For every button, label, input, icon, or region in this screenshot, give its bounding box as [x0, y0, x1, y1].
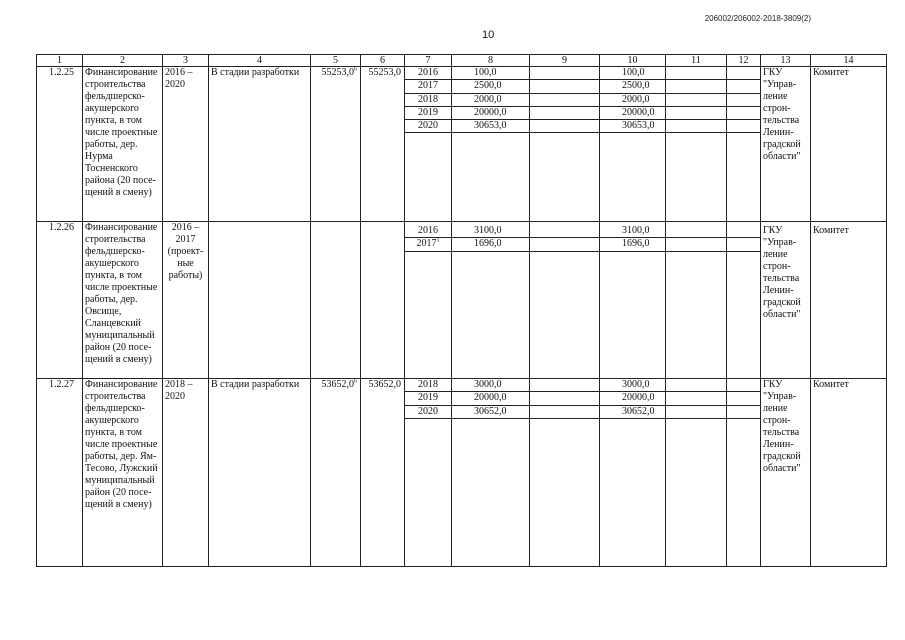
regional-amount: 30653,0 — [600, 120, 666, 133]
other-amount — [727, 222, 761, 238]
total-amount: 2500,0 — [452, 80, 530, 93]
object-name: Финансирование строительства фельдшерско-акушерского пункта, в том числе проектные работы, дер. Нурма Тосненского района (20 посе-щений в смену) — [83, 67, 163, 222]
other-amount — [727, 93, 761, 106]
year-cell: 2018 — [405, 93, 452, 106]
table-row — [37, 379, 887, 392]
federal-amount — [530, 67, 600, 80]
header-row — [37, 55, 887, 67]
period: 2018 – 2020 — [163, 379, 209, 567]
program-table — [36, 54, 887, 567]
regional-amount: 3000,0 — [600, 379, 666, 392]
total-amount: 3100,0 — [452, 222, 530, 238]
row-id: 1.2.27 — [37, 379, 83, 567]
year-value: 2017 — [416, 238, 437, 250]
local-amount — [666, 238, 727, 251]
year-cell: 2019 — [405, 392, 452, 405]
column-header: 13 — [761, 55, 811, 67]
footnote-mark: 6 — [354, 378, 357, 385]
row-id: 1.2.26 — [37, 222, 83, 379]
row-id: 1.2.25 — [37, 67, 83, 222]
column-header: 5 — [311, 55, 361, 67]
year-cell: 2017 — [405, 80, 452, 93]
column-header: 11 — [666, 55, 727, 67]
total-amount: 30653,0 — [452, 120, 530, 133]
column-header: 9 — [530, 55, 600, 67]
federal-amount — [530, 238, 600, 251]
period: 2016 – 2017 (проект-ные работы) — [163, 222, 209, 379]
local-amount — [666, 222, 727, 238]
total-amount: 2000,0 — [452, 93, 530, 106]
other-amount — [727, 106, 761, 119]
other-amount — [727, 238, 761, 251]
column-header: 12 — [727, 55, 761, 67]
estimated-cost — [311, 67, 361, 222]
regional-amount: 20000,0 — [600, 392, 666, 405]
federal-amount — [530, 405, 600, 418]
year-cell: 2016 — [405, 67, 452, 80]
federal-amount — [530, 80, 600, 93]
total-amount: 1696,0 — [452, 238, 530, 251]
column-header: 8 — [452, 55, 530, 67]
object-name: Финансирование строительства фельдшерско-акушерского пункта, в том числе проектные работы, дер. Ям-Тесово, Лужский муниципальный район (20 посе-щений в смену) — [83, 379, 163, 567]
committee: Комитет — [811, 222, 887, 379]
federal-amount — [530, 379, 600, 392]
column-header: 14 — [811, 55, 887, 67]
remaining-cost — [361, 222, 405, 379]
other-amount — [727, 80, 761, 93]
regional-amount: 30652,0 — [600, 405, 666, 418]
object-name: Финансирование строительства фельдшерско-акушерского пункта, в том числе проектные работы, дер. Овсище, Сланцевский муниципальный район (20 посе-щений в смену) — [83, 222, 163, 379]
local-amount — [666, 80, 727, 93]
cost-value: 53652,0 — [321, 379, 354, 391]
federal-amount — [530, 120, 600, 133]
column-header: 7 — [405, 55, 452, 67]
page-number: 10 — [482, 29, 495, 41]
cost-value: 55253,0 — [321, 67, 354, 78]
estimated-cost — [311, 222, 361, 379]
year-cell: 2020 — [405, 120, 452, 133]
year-cell: 2016 — [405, 222, 452, 238]
footnote-mark: 6 — [354, 66, 357, 73]
customer: ГКУ "Управ-ление строн-тельства Ленин-градской области" — [761, 379, 811, 567]
regional-amount: 2500,0 — [600, 80, 666, 93]
year-cell: 2018 — [405, 379, 452, 392]
total-amount: 30652,0 — [452, 405, 530, 418]
regional-amount: 3100,0 — [600, 222, 666, 238]
year-cell: 2019 — [405, 106, 452, 119]
customer: ГКУ "Управ-ление строн-тельства Ленин-градской области" — [761, 67, 811, 222]
column-header: 2 — [83, 55, 163, 67]
local-amount — [666, 93, 727, 106]
total-amount: 3000,0 — [452, 379, 530, 392]
local-amount — [666, 67, 727, 80]
project-stage: В стадии разработки — [209, 379, 311, 567]
federal-amount — [530, 392, 600, 405]
other-amount — [727, 67, 761, 80]
other-amount — [727, 120, 761, 133]
total-amount: 100,0 — [452, 67, 530, 80]
local-amount — [666, 106, 727, 119]
committee: Комитет — [811, 379, 887, 567]
other-amount — [727, 379, 761, 392]
column-header: 10 — [600, 55, 666, 67]
period: 2016 – 2020 — [163, 67, 209, 222]
federal-amount — [530, 106, 600, 119]
total-amount: 20000,0 — [452, 392, 530, 405]
regional-amount: 1696,0 — [600, 238, 666, 251]
project-stage — [209, 222, 311, 379]
column-header: 4 — [209, 55, 311, 67]
local-amount — [666, 120, 727, 133]
remaining-cost: 55253,0 — [361, 67, 405, 222]
remaining-cost: 53652,0 — [361, 379, 405, 567]
local-amount — [666, 405, 727, 418]
footnote-mark: 1 — [436, 238, 440, 244]
table-row — [37, 67, 887, 80]
document-id: 206002/206002-2018-3809(2) — [704, 14, 811, 23]
regional-amount: 100,0 — [600, 67, 666, 80]
column-header: 6 — [361, 55, 405, 67]
project-stage: В стадии разработки — [209, 67, 311, 222]
year-cell: 2020 — [405, 405, 452, 418]
other-amount — [727, 392, 761, 405]
table-row — [37, 222, 887, 238]
regional-amount: 2000,0 — [600, 93, 666, 106]
regional-amount: 20000,0 — [600, 106, 666, 119]
committee: Комитет — [811, 67, 887, 222]
column-header: 1 — [37, 55, 83, 67]
local-amount — [666, 392, 727, 405]
local-amount — [666, 379, 727, 392]
column-header: 3 — [163, 55, 209, 67]
total-amount: 20000,0 — [452, 106, 530, 119]
federal-amount — [530, 222, 600, 238]
customer: ГКУ "Управ-ление строн-тельства Ленин-градской области" — [761, 222, 811, 379]
year-cell — [405, 238, 452, 251]
other-amount — [727, 405, 761, 418]
federal-amount — [530, 93, 600, 106]
estimated-cost — [311, 379, 361, 567]
